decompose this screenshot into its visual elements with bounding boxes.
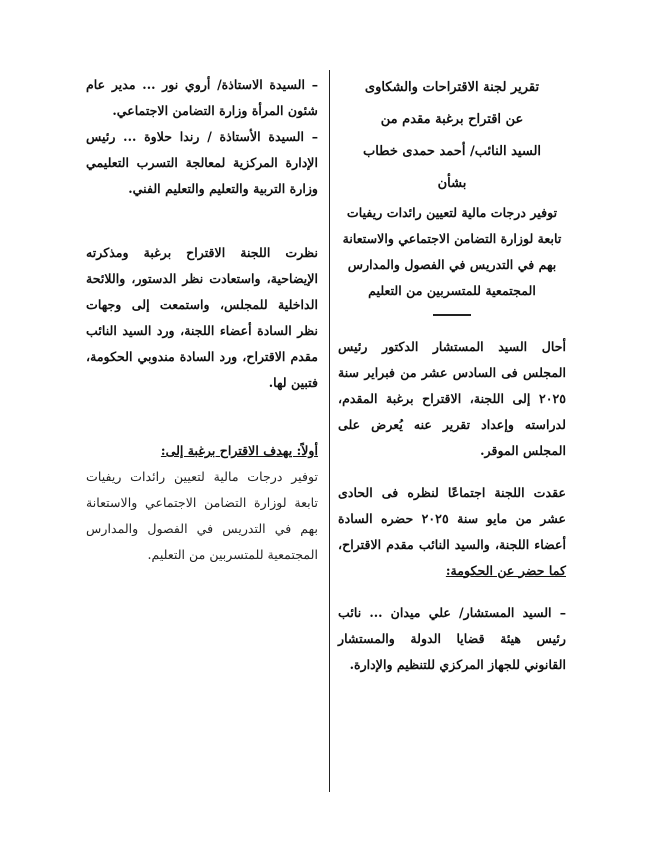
section-text: توفير درجات مالية لتعيين رائدات ريفيات تابعة لوزارة التضامن الاجتماعي والاستعانة بهم في التدريس في الفصول والمدارس المجتمعية للمتسربين من التعليم.: [86, 469, 318, 562]
column-divider: [329, 70, 330, 792]
referral-paragraph: أحال السيد المستشار الدكتور رئيس المجلس فى السادس عشر من فبراير سنة ٢٠٢٥ إلى اللجنة، الاقتراح برغبة المقدم، لدراسته وإعداد تقرير عنه يُعرض على المجلس الموقر.: [338, 338, 566, 458]
section-heading-text: أولاً: يهدف الاقتراح برغبة إلى:: [160, 443, 318, 458]
report-title-line-2: عن اقتراح برغبة مقدم من: [380, 112, 524, 127]
report-title-line-4: بشأن: [437, 176, 467, 191]
report-title-line-1: تقرير لجنة الاقتراحات والشكاوى: [364, 80, 540, 95]
section-heading: [86, 438, 318, 464]
report-title-line-3: السيد النائب/ أحمد حمدى خطاب: [362, 144, 542, 159]
meeting-text: عقدت اللجنة اجتماعًا لنظره فى الحادى عشر من مايو سنة ٢٠٢٥ حضره السادة أعضاء اللجنة، والسيد النائب مقدم الاقتراح،: [338, 484, 566, 552]
report-subject: توفير درجات مالية لتعيين رائدات ريفيات تابعة لوزارة التضامن الاجتماعي والاستعانة بهم في التدريس في الفصول والمدارس المجتمعية للمتسربين من التعليم: [342, 205, 562, 298]
attendee-item: – السيد المستشار/ علي ميدان ... نائب رئيس هيئة قضايا الدولة والمستشار القانوني للجهاز المركزي للتنظيم والإدارة.: [338, 604, 566, 672]
attendee-item: – السيدة الاستاذة/ أروي نور ... مدير عام شئون المرأة وزارة التضامن الاجتماعي.: [86, 77, 318, 118]
left-column: [86, 72, 318, 568]
right-column: [338, 72, 566, 678]
government-attendance-label: كما حضر عن الحكومة:: [445, 562, 566, 578]
meeting-paragraph: [338, 480, 566, 584]
separator-rule: [433, 314, 471, 316]
review-paragraph: نظرت اللجنة الاقتراح برغبة ومذكرته الإيضاحية، واستعادت نظر الدستور، واللائحة الداخلية للمجلس، واستمعت إلى وجهات نظر السادة أعضاء اللجنة، ورد السيد النائب مقدم الاقتراح، ورد السادة مندوبي الحكومة، فتبين لها.: [86, 245, 318, 390]
attendee-item: – السيدة الأستاذة / رندا حلاوة ... رئيس الإدارة المركزية لمعالجة التسرب التعليمي وزارة التربية والتعليم والتعليم الفني.: [86, 129, 318, 196]
